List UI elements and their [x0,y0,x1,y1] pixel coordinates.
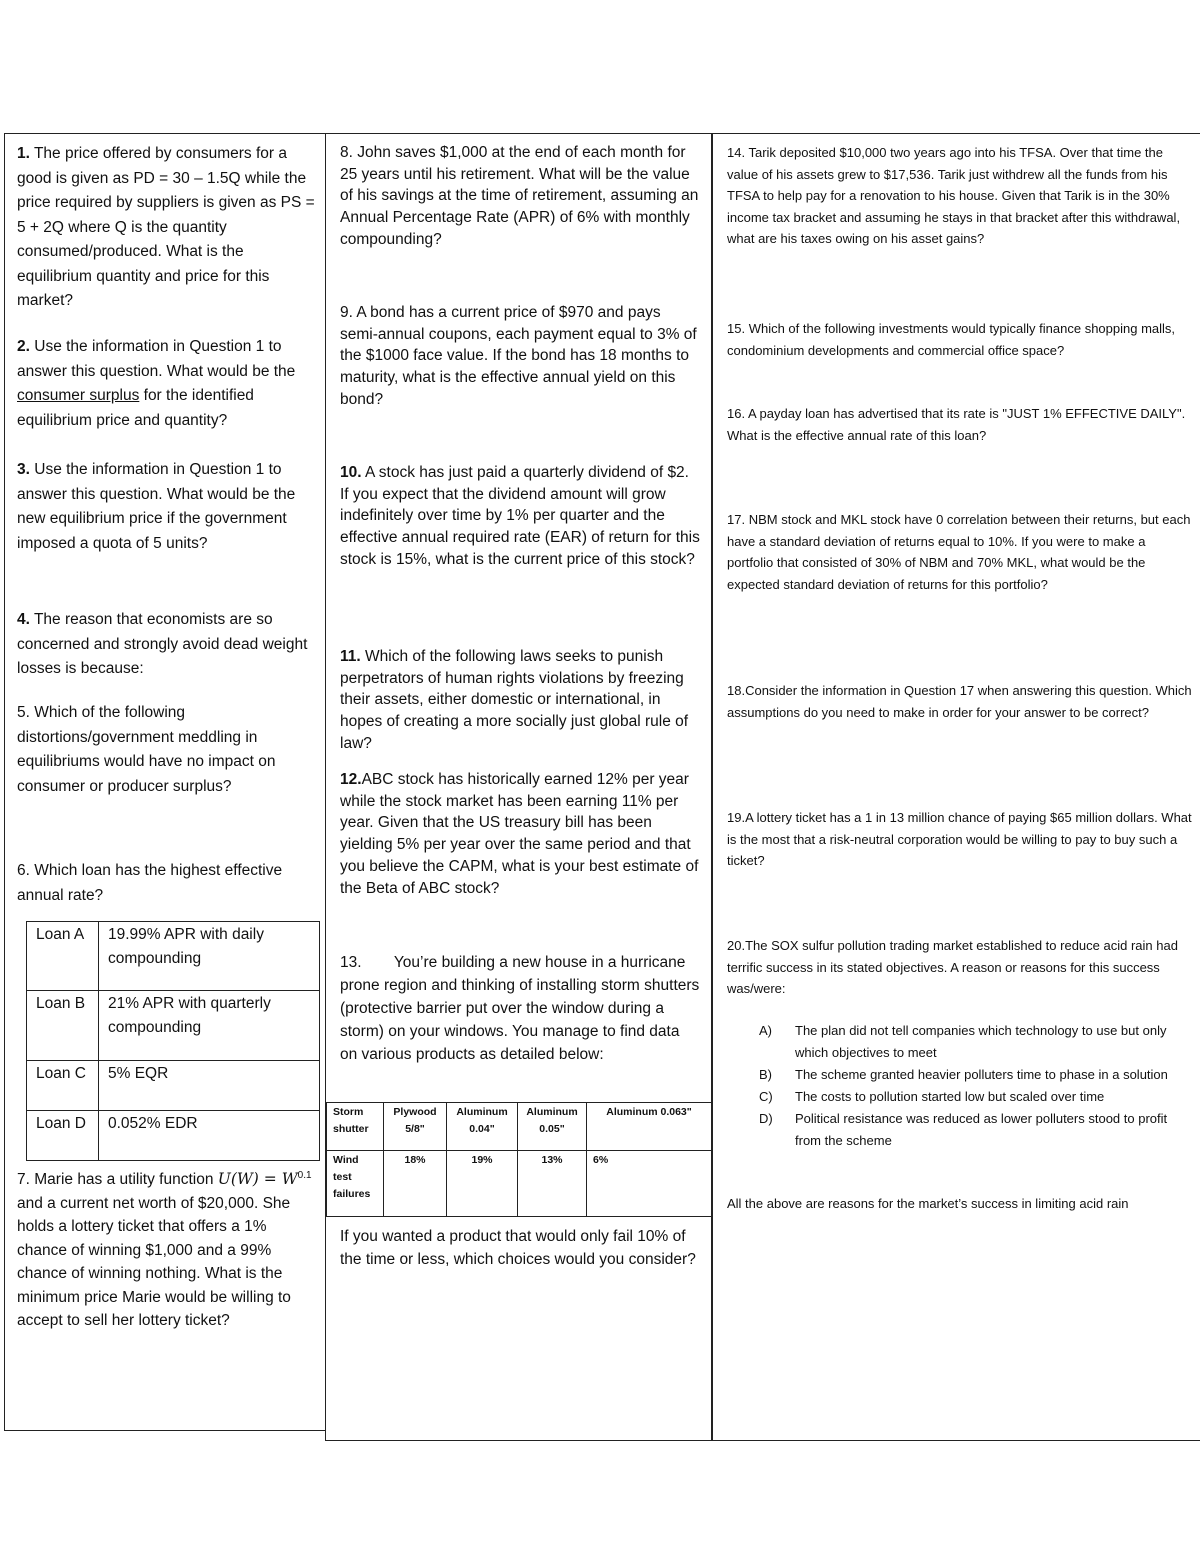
loan-name: Loan A [27,922,99,991]
question-text: The SOX sulfur pollution trading market established to reduce acid rain had terrific success in its stated objectives. A reason or reasons for this success was/were: [727,938,1178,996]
question-number: 7. [17,1171,30,1189]
question-number: 11. [340,648,361,665]
question-number: 6. [17,862,30,879]
question-text: NBM stock and MKL stock have 0 correlation between their returns, but each have a standard deviation of returns equal to 10%. If you were to make a portfolio that consisted of 30% of NBM and 70% MKL, what would be the expected standard deviation of returns for this portfolio? [727,512,1191,592]
option-text: Political resistance was reduced as lower polluters stood to profit from the scheme [795,1111,1168,1148]
answer-options [759,1020,1179,1152]
question-3 [17,458,319,556]
question-text-end: for the identified equilibrium price and quantity? [17,387,254,429]
question-text: Which of the following investments would typically finance shopping malls, condominium developments and commercial office space? [727,321,1176,358]
question-1 [17,142,319,314]
option-label: C) [759,1089,773,1104]
question-number: 3. [17,461,30,478]
question-number: 15. [727,321,746,336]
table-cell: 6% [587,1151,712,1217]
question-10 [340,462,700,571]
question-20 [727,935,1192,1000]
table-row [27,1061,320,1111]
question-text: Which of the following laws seeks to punish perpetrators of human rights violations by freezing their assets, either domestic or international, in hopes of creating a more socially just global rule of law? [340,648,689,752]
option-d [759,1108,1179,1152]
question-9 [340,302,700,411]
question-text: The price offered by consumers for a good is given as PD = 30 – 1.5Q while the price required by suppliers is given as PS = 5 + 2Q where Q is the quantity consumed/produced. What is the equilibrium quantity and price for this market? [17,145,315,309]
question-8 [340,142,700,251]
question-text: Consider the information in Question 17 when answering this question. Which assumptions do you need to make in order for your answer to be correct? [727,683,1192,720]
option-label: A) [759,1023,772,1038]
option-text: The costs to pollution started low but scaled over time [795,1089,1105,1104]
question-19 [727,807,1192,872]
question-number: 2. [17,338,30,355]
question-text-end: and a current net worth of $20,000. She holds a lottery ticket that offers a 1% chance of winning $1,000 and a 99% chance of winning nothing. What is the minimum price Marie would be willing to accept to sell her lottery ticket? [17,1194,291,1330]
table-cell: Wind test failures [327,1151,384,1217]
question-text: Use the information in Question 1 to answer this question. What would be the new equilibrium price if the government imposed a quota of 5 units? [17,461,296,552]
table-header-cell: Aluminum 0.063" [587,1103,712,1151]
question-number: 16. [727,406,746,421]
question-text: A payday loan has advertised that its rate is "JUST 1% EFFECTIVE DAILY". What is the effective annual rate of this loan? [727,406,1186,443]
table-row [27,922,320,991]
loan-desc: 5% EQR [99,1061,320,1111]
question-number: 5. [17,704,30,721]
option-text: The plan did not tell companies which technology to use but only which objectives to meet [795,1023,1167,1060]
question-16 [727,403,1192,446]
question-11 [340,646,700,755]
question-13-followup [340,1225,700,1271]
question-text: Marie has a utility function [34,1171,218,1189]
question-15 [727,318,1192,361]
table-row [327,1151,712,1217]
question-text: Which loan has the highest effective annual rate? [17,862,283,904]
question-text: Use the information in Question 1 to answer this question. What would be the [17,338,296,380]
loan-name: Loan D [27,1111,99,1161]
question-text: Tarik deposited $10,000 two years ago into his TFSA. Over that time the value of his assets grew to $17,536. Tarik just withdrew all the funds from his TFSA to help pay for a renovation to his house. Given that Tarik is in the 30% income tax bracket and assuming he stays in that bracket after this withdrawal, what are his taxes owing on his asset gains? [727,145,1181,246]
question-7 [17,1164,319,1333]
table-header-cell: Storm shutter [327,1103,384,1151]
question-number: 10. [340,464,362,481]
question-number: 19. [727,810,746,825]
option-label: D) [759,1111,773,1126]
question-6 [17,859,319,908]
question-number: 13. [340,954,362,971]
loan-name: Loan B [27,991,99,1061]
question-number: 14. [727,145,746,160]
loan-desc: 21% APR with quarterly compounding [99,991,320,1061]
question-13 [340,951,700,1066]
loan-desc: 19.99% APR with daily compounding [99,922,320,991]
table-row [27,991,320,1061]
formula-exponent: 0.1 [297,1170,312,1181]
option-b [759,1064,1179,1086]
question-2 [17,335,319,433]
question-text: If you wanted a product that would only fail 10% of the time or less, which choices would you consider? [340,1228,696,1268]
column-middle [325,133,712,1441]
question-number: 8. [340,144,353,161]
column-right [711,133,1200,1441]
question-18 [727,680,1192,723]
question-14 [727,142,1192,250]
shutter-table [326,1102,712,1217]
question-20-final [727,1193,1192,1215]
table-row [27,1111,320,1161]
question-number: 9. [340,304,353,321]
question-text: ABC stock has historically earned 12% per year while the stock market has been earning 11% per year. Given that the US treasury bill has been yielding 5% per year over the same period and that you believe the CAPM, what is your best estimate of the Beta of ABC stock? [340,771,699,897]
question-number: 12. [340,771,362,788]
table-header-cell: Aluminum 0.05" [518,1103,587,1151]
question-5 [17,701,319,799]
question-underlined-term: consumer surplus [17,387,140,404]
question-4 [17,608,319,682]
loan-desc: 0.052% EDR [99,1111,320,1161]
option-a [759,1020,1179,1064]
question-number: 17. [727,512,746,527]
loan-name: Loan C [27,1061,99,1111]
question-text: You’re building a new house in a hurricane prone region and thinking of installing storm shutters (protective barrier put over the window during a storm) on your windows. You manage to find data on various products as detailed below: [340,954,700,1063]
table-row [327,1103,712,1151]
table-cell: 13% [518,1151,587,1217]
final-statement: All the above are reasons for the market’s success in limiting acid rain [727,1196,1129,1211]
question-number: 20. [727,938,746,953]
question-17 [727,509,1192,595]
question-number: 18. [727,683,746,698]
table-cell: 19% [447,1151,518,1217]
question-text: A stock has just paid a quarterly dividend of $2. If you expect that the dividend amount will grow indefinitely over time by 1% per quarter and the effective annual required rate (EAR) of return for this stock is 15%, what is the current price of this stock? [340,464,700,568]
question-number: 1. [17,145,30,162]
question-number: 4. [17,611,30,628]
option-text: The scheme granted heavier polluters time to phase in a solution [795,1067,1168,1082]
question-text: The reason that economists are so concerned and strongly avoid dead weight losses is because: [17,611,308,677]
table-header-cell: Plywood 5/8" [384,1103,447,1151]
column-left [4,133,326,1431]
question-text: A bond has a current price of $970 and pays semi-annual coupons, each payment equal to 3% of the $1000 face value. If the bond has 18 months to maturity, what is the effective annual yield on this bond? [340,304,697,408]
question-text: John saves $1,000 at the end of each month for 25 years until his retirement. What will be the value of his savings at the time of retirement, assuming an Annual Percentage Rate (APR) of 6% with monthly compounding? [340,144,699,248]
table-cell: 18% [384,1151,447,1217]
question-text: Which of the following distortions/government meddling in equilibriums would have no impact on consumer or producer surplus? [17,704,276,795]
question-text: A lottery ticket has a 1 in 13 million chance of paying $65 million dollars. What is the most that a risk-neutral corporation would be willing to pay to buy such a ticket? [727,810,1192,868]
utility-formula: U(W) = W [217,1170,298,1189]
option-c [759,1086,1179,1108]
table-header-cell: Aluminum 0.04" [447,1103,518,1151]
question-12 [340,769,700,899]
option-label: B) [759,1067,772,1082]
loan-table [26,921,320,1161]
